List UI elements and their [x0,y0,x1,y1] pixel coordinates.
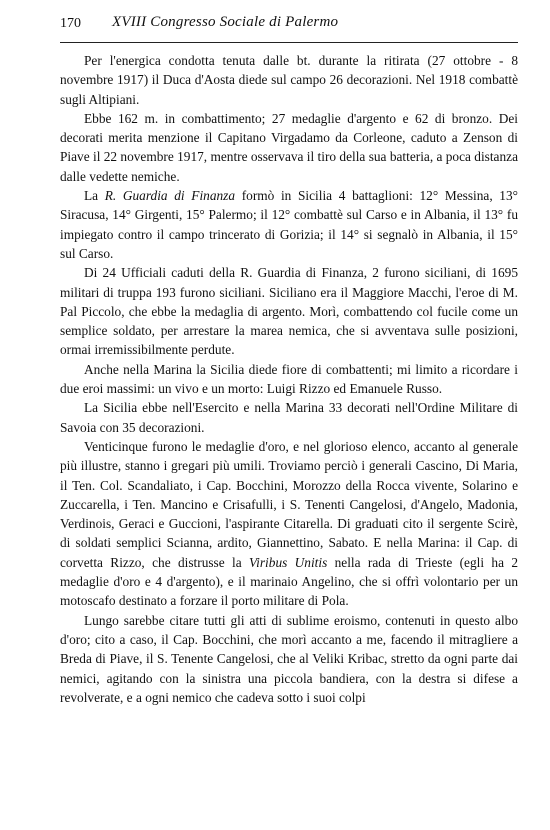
ship-name: Viribus Unitis [249,554,328,570]
paragraph-text: La [84,188,105,204]
page-header [60,12,518,43]
page-number: 170 [60,16,81,31]
italic-term: R. Guardia di Finanza [104,188,236,204]
paragraph: Per l'energica condotta tenuta dalle bt. durante la ritirata (27 ottobre - 8 novembre 1917) il Duca d'Aosta diede sul campo 26 decorazioni. Nel 1918 combattè sugli Altipiani. [60,53,518,107]
paragraph-text: formò in Sicilia 4 battaglioni: 12° Messina, 13° Siracusa, 14° Girgenti, 15° Palermo; il 12° combattè sul Carso e in Albania, il 13° fu impiegato contro il campo trincerato di Gorizia; il 14° si segnalò in Albania, il 15° sul Carso. [60,188,518,261]
paragraph-text: Venticinque furono le medaglie d'oro, e nel glorioso elenco, accanto al generale più illustre, stanno i gregari più umili. Troviamo perciò i generali Cascino, Di Maria, il Ten. Col. Scandaliato, i Cap. Bocchini, Morozzo della Rocca vivente, Solarino e Zuccarella, i Ten. Mancino e Crisafulli, i S. Tenenti Cangelosi, d'Angelo, Madonia, Verdinois, Geraci e Guccioni, l'aspirante Citarella. Di graduati cito il sergente Scirè, di soldati semplici Scianna, ardito, Giannettino, Sabato. E nella Marina: il Cap. di corvetta Rizzo, che distrusse la [60,438,518,570]
paragraph: Lungo sarebbe citare tutti gli atti di sublime eroismo, contenuti in questo albo d'oro; cito a caso, il Cap. Bocchini, che morì accanto a me, facendo il mitragliere a Breda di Piave, il S. Tenente Cangelosi, che al Veliki Kribac, stretto da ogni parte dai nemici, agitando con la sinistra una piccola bandiera, con la destra si difese a revolverate, e a ogni nemico che cadeva sotto i suoi colpi [60,612,518,705]
paragraph: Ebbe 162 m. in combattimento; 27 medaglie d'argento e 62 di bronzo. Dei decorati merita menzione il Capitano Virgadamo da Corleone, caduto a Zenson di Piave il 22 novembre 1917, mentre osservava il tiro della sua batteria, a poca distanza dalle vedette nemiche. [60,110,518,184]
running-title: XVIII Congresso Sociale di Palermo [112,14,339,30]
body-text [60,51,518,707]
paragraph [60,186,518,263]
paragraph: Anche nella Marina la Sicilia diede fiore di combattenti; mi limito a ricordare i due eroi massimi: un vivo e un morto: Luigi Rizzo ed Emanuele Russo. [60,361,518,397]
paragraph [60,437,518,611]
paragraph-text: nella rada di Trieste (egli ha 2 medaglie d'oro e 4 d'argento), e il marinaio Angelino, che si offrì volontario per un motoscafo destinato a forzare il porto militare di Pola. [60,554,519,609]
paragraph: Di 24 Ufficiali caduti della R. Guardia di Finanza, 2 furono siciliani, di 1695 militari di truppa 193 furono siciliani. Siciliano era il Maggiore Macchi, l'eroe di M. Pal Piccolo, che ebbe la medaglia di argento. Morì, combattendo col fucile come un semplice soldato, per arrestare la marea nemica, che si avventava sulle posizioni, ormai irremissibilmente perdute. [60,265,518,358]
paragraph: La Sicilia ebbe nell'Esercito e nella Marina 33 decorati nell'Ordine Militare di Savoia con 35 decorazioni. [60,400,518,435]
